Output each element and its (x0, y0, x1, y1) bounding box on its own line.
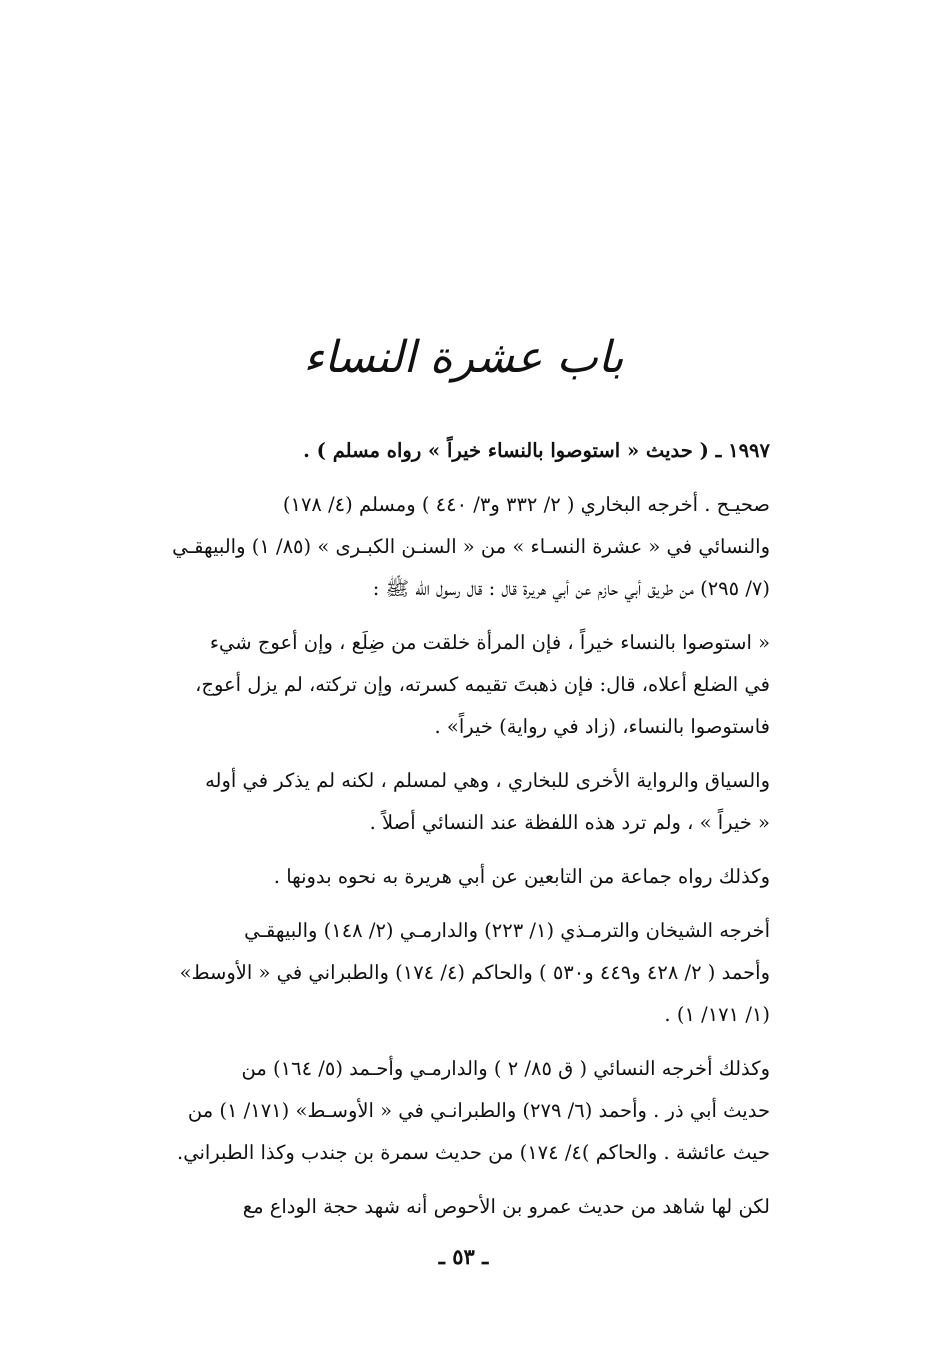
text-line: وأحمد ( ٢/ ٤٢٨ و٤٤٩ و٥٣٠ ) والحاكم (٤/ ١٧٤) والطبراني في « الأوسط» (179, 961, 770, 984)
text-line: لكن لها شاهد من حديث عمرو بن الأحوص أنه شهد حجة الوداع مع (242, 1195, 770, 1218)
text-line: وكذلك أخرجه النسائي ( ق ٨٥/ ٢ ) والدارمـي وأحـمد (٥/ ١٦٤) من (241, 1057, 770, 1080)
paragraph (150, 1048, 770, 1174)
text-line: في الضلع أعلاه، قال: فإن ذهبتَ تقيمه كسرته، وإن تركته، لم يزل أعوج، (195, 673, 770, 696)
text-line: حديث أبي ذر . وأحمد (٦/ ٢٧٩) والطبرانـي في « الأوسـط» (١٧١/ ١) من (187, 1099, 770, 1122)
text-line: والنسائي في « عشرة النسـاء » من « السنـن الكبـرى » (٨٥/ ١) والبيهقـي (172, 535, 770, 558)
paragraph (150, 910, 770, 1036)
chapter-title: باب عشرة النساء (303, 332, 624, 383)
text-line: وكذلك رواه جماعة من التابعين عن أبي هريرة به نحوه بدونها . (273, 865, 770, 888)
hadith-heading (150, 430, 770, 472)
page-number: ـ ٥٣ ـ (438, 1244, 489, 1269)
text-line: أخرجه الشيخان والترمـذي (١/ ٢٢٣) والدارمـي (٢/ ١٤٨) والبيهقـي (244, 919, 770, 942)
text-line: (٧/ ٢٩٥) من طريق أبي حازم عن أبي هريرة قال : قال رسول الله ﷺ : (372, 577, 770, 600)
text-line: (١/ ١٧١/ ١) . (664, 1003, 770, 1026)
text-line: فاستوصوا بالنساء، (زاد في رواية) خيراً» . (434, 715, 770, 738)
hadith-quote (150, 622, 770, 748)
text-line: والسياق والرواية الأخرى للبخاري ، وهي لمسلم ، لكنه لم يذكر في أوله (205, 769, 770, 792)
text-line: « استوصوا بالنساء خيراً ، فإن المرأة خلقت من ضِلَع ، وإن أعوج شيء (209, 631, 770, 654)
paragraph (150, 856, 770, 898)
text-line: صحيـح . أخرجه البخاري ( ٢/ ٣٣٢ و٣/ ٤٤٠ ) ومسلم (٤/ ١٧٨) (282, 493, 770, 516)
page-body (150, 430, 770, 1240)
paragraph (150, 484, 770, 610)
paragraph (150, 1186, 770, 1228)
paragraph (150, 760, 770, 844)
text-line: حيث عائشة . والحاكم )٤/ ١٧٤) من حديث سمرة بن جندب وكذا الطبراني. (177, 1141, 770, 1164)
text-line: ١٩٩٧ ـ ( حديث « استوصوا بالنساء خيراً » رواه مسلم ) . (303, 439, 770, 462)
text-line: « خيراً » ، ولم ترد هذه اللفظة عند النسائي أصلاً . (369, 811, 770, 834)
